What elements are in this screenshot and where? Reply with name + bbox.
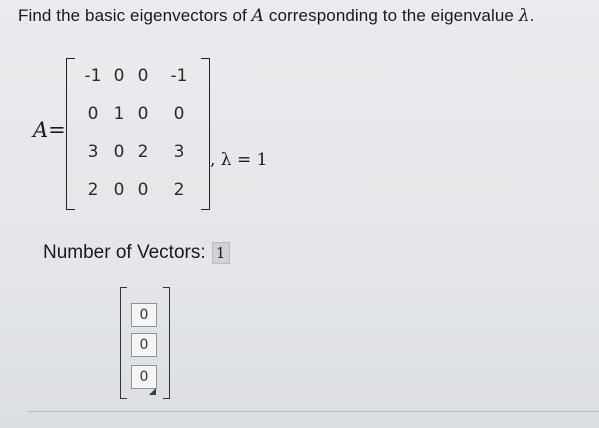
resize-corner-icon[interactable] (149, 388, 156, 395)
question-prefix: Find the basic eigenvectors of (18, 6, 252, 25)
vector-left-bracket (120, 287, 127, 399)
matrix-cell: 2 (87, 180, 99, 200)
matrix-cell: 1 (113, 104, 125, 124)
question-matrix-var: A (251, 6, 265, 26)
matrix-cell: 2 (137, 142, 149, 162)
matrix-cell: -1 (170, 66, 188, 86)
question-suffix: . (529, 6, 535, 25)
divider (28, 411, 599, 412)
matrix-cell: 0 (87, 104, 99, 124)
matrix-cell: 0 (113, 142, 125, 162)
equation-rhs: , λ = 1 (210, 150, 268, 170)
number-of-vectors-row (43, 242, 230, 264)
matrix-A (66, 58, 210, 210)
eigenvector-input (120, 287, 170, 399)
matrix-cell: 3 (173, 142, 185, 162)
equation-equals: = (48, 118, 66, 142)
equation-lhs (33, 118, 66, 142)
equation-matrix-var: A (33, 118, 49, 142)
question-middle: corresponding to the eigenvalue (264, 6, 519, 25)
number-of-vectors-label: Number of Vectors: (43, 242, 206, 263)
vector-entry-3[interactable] (131, 365, 157, 389)
matrix-cell: 0 (137, 104, 149, 124)
vector-entry-1[interactable] (131, 303, 157, 327)
matrix-right-bracket (201, 58, 210, 210)
matrix-cell: 3 (87, 142, 99, 162)
vector-right-bracket (163, 287, 170, 399)
matrix-cell: 0 (173, 104, 185, 124)
vector-entry-2[interactable] (131, 333, 157, 357)
matrix-cell: -1 (84, 66, 102, 86)
question-text (18, 6, 534, 26)
matrix-cell: 0 (113, 180, 125, 200)
question-eig-var: λ (518, 6, 530, 26)
number-of-vectors-input[interactable]: 1 (212, 242, 230, 264)
matrix-cell: 0 (113, 66, 125, 86)
matrix-cell: 0 (137, 66, 149, 86)
matrix-left-bracket (66, 58, 75, 210)
matrix-cell: 0 (137, 180, 149, 200)
matrix-cell: 2 (173, 180, 185, 200)
